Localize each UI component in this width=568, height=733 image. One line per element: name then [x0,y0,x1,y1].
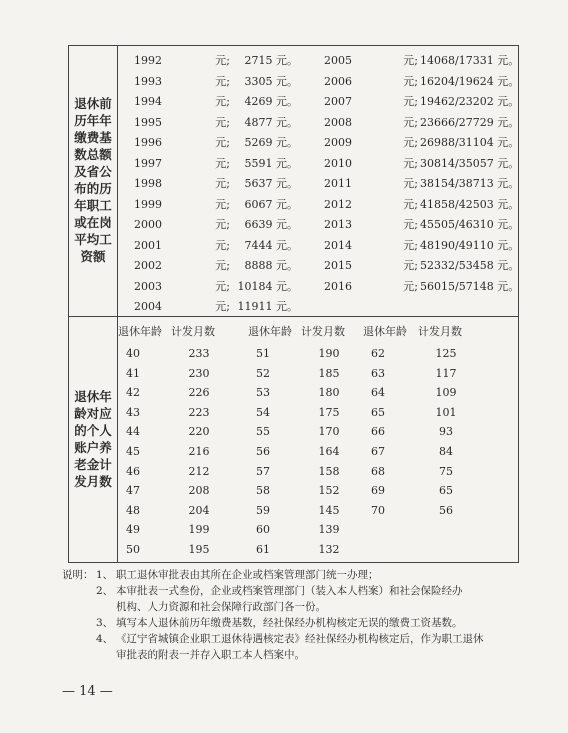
age-cell: 53 [256,386,270,400]
unit-cell: 元; [403,95,418,108]
months-cell: 185 [318,366,340,380]
unit-cell: 元; [403,218,418,231]
year-cell: 1998 [134,177,162,190]
months-cell: 93 [439,425,453,439]
months-cell: 152 [318,484,340,498]
year-cell: 2013 [324,218,352,231]
unit-cell: 元; [215,259,230,272]
amount-cell: 5591 元。 [244,156,298,170]
amount-cell: 38154/38713 元。 [420,177,520,190]
label-line: 或在岗 [74,215,112,230]
age-cell: 51 [256,347,270,360]
age-cell: 67 [371,445,385,458]
note-text: 审批表的附表一并存入职工本人档案中。 [116,649,305,661]
months-cell: 195 [188,543,210,556]
unit-cell: 元; [403,259,418,272]
age-cell: 46 [126,464,140,478]
age-cell: 47 [126,484,140,498]
months-cell: 208 [188,484,210,498]
amount-cell: 56015/57148 元。 [420,279,520,293]
amount-cell: 5269 元。 [244,136,298,149]
amount-cell: 8888 元。 [244,259,298,272]
header-retirement-age: 退休年龄 [248,325,292,338]
unit-cell: 元; [215,177,230,190]
note-index: 1、 [96,569,114,581]
note-line [62,567,532,583]
age-cell: 40 [126,347,140,360]
year-cell: 2012 [324,197,352,211]
year-cell: 2010 [324,156,352,170]
note-line [62,647,532,663]
unit-cell: 元; [215,54,230,67]
amount-cell: 30814/35057 元。 [420,156,520,170]
unit-cell: 元; [403,136,418,149]
unit-cell: 元; [403,177,418,190]
months-cell: 212 [188,464,210,478]
months-cell: 109 [435,386,457,400]
note-text: 机构、人力资源和社会保障行政部门各一份。 [116,601,326,613]
unit-cell: 元; [215,197,230,211]
label-line: 退休前 [74,96,112,111]
amount-cell: 4269 元。 [244,95,298,108]
note-index: 4、 [96,633,114,645]
unit-cell: 元; [403,238,418,252]
label-line: 布的历 [74,181,112,196]
year-cell: 2001 [134,238,162,252]
unit-cell: 元; [403,197,418,211]
amount-cell: 23666/27729 元。 [420,115,520,129]
age-cell: 60 [256,523,270,537]
months-cell: 65 [439,484,453,498]
year-cell: 2009 [324,136,352,149]
unit-cell: 元; [215,136,230,149]
year-cell: 1999 [134,197,162,211]
section2-label [70,388,116,490]
months-cell: 84 [439,445,453,458]
year-cell: 2016 [324,279,352,293]
months-cell: 132 [318,543,340,556]
age-cell: 55 [256,425,270,439]
label-line: 数总额 [74,147,112,162]
unit-cell: 元; [215,238,230,252]
months-cell: 175 [318,405,340,419]
label-line: 历年年 [74,113,112,128]
age-cell: 63 [371,366,385,380]
age-cell: 62 [371,347,385,360]
months-cell: 56 [439,503,453,517]
amount-cell: 45505/46310 元。 [420,218,520,231]
age-cell: 59 [256,503,270,517]
age-cell: 41 [126,366,140,380]
note-text: 填写本人退休前历年缴费基数，经社保经办机构核定无误的缴费工资基数。 [116,617,463,629]
label-line: 资额 [80,249,106,264]
year-cell: 2006 [324,74,352,88]
year-cell: 1992 [134,54,162,67]
months-cell: 139 [318,523,340,537]
months-cell: 230 [188,366,210,380]
amount-cell: 14068/17331 元。 [420,54,520,67]
label-line: 及省公 [74,164,112,179]
label-line: 老金计 [74,457,112,472]
year-cell: 1996 [134,136,162,149]
months-cell: 75 [439,464,453,478]
year-cell: 2005 [324,54,352,67]
unit-cell: 元; [215,300,230,313]
header-retirement-age: 退休年龄 [118,325,162,338]
amount-cell: 52332/53458 元。 [420,259,520,272]
unit-cell: 元; [215,156,230,170]
months-cell: 226 [188,386,210,400]
months-cell: 145 [318,503,340,517]
year-cell: 1995 [134,115,162,129]
amount-cell: 10184 元。 [237,279,298,293]
year-cell: 2014 [324,238,352,252]
year-cell: 2007 [324,95,352,108]
table-divider [68,316,519,317]
age-cell: 65 [371,405,385,419]
amount-cell: 4877 元。 [244,115,298,129]
header-payout-months: 计发月数 [418,325,462,338]
months-cell: 223 [188,405,210,419]
note-line [62,631,532,647]
months-cell: 220 [188,425,210,439]
year-cell: 2015 [324,259,352,272]
note-text: 《辽宁省城镇企业职工退休待遇核定表》经社保经办机构核定后，作为职工退休 [116,633,484,645]
year-cell: 1994 [134,95,162,108]
months-cell: 204 [188,503,210,517]
amount-cell: 19462/23202 元。 [420,95,520,108]
year-cell: 2000 [134,218,162,231]
amount-cell: 48190/49110 元。 [420,238,520,252]
note-line [62,615,532,631]
age-cell: 45 [126,445,140,458]
label-line: 缴费基 [74,130,112,145]
note-line [62,583,532,599]
months-cell: 190 [318,347,340,360]
header-payout-months: 计发月数 [301,325,345,338]
months-cell: 170 [318,425,340,439]
label-line: 账户养 [74,440,112,455]
age-cell: 42 [126,386,140,400]
note-text: 职工退休审批表由其所在企业或档案管理部门统一办理； [116,569,379,581]
notes-prefix: 说明： [62,569,94,581]
age-cell: 70 [371,503,385,517]
amount-cell: 5637 元。 [244,177,298,190]
amount-cell: 3305 元。 [244,74,298,88]
months-cell: 216 [188,445,210,458]
unit-cell: 元; [403,115,418,129]
unit-cell: 元; [403,156,418,170]
label-line: 退休年 [74,389,112,404]
age-cell: 48 [126,503,140,517]
age-cell: 52 [256,366,270,380]
months-cell: 125 [435,347,457,360]
months-cell: 164 [318,445,340,458]
unit-cell: 元; [403,74,418,88]
amount-cell: 16204/19624 元。 [420,74,520,88]
amount-cell: 6639 元。 [244,218,298,231]
label-line: 龄对应 [74,406,112,421]
amount-cell: 2715 元。 [244,54,298,67]
age-cell: 56 [256,445,270,458]
amount-cell: 11911 元。 [237,300,298,313]
section1-label [70,95,116,265]
year-cell: 2004 [134,300,162,313]
year-cell: 2003 [134,279,162,293]
page-number: — 14 — [62,684,113,699]
note-index: 2、 [96,585,114,597]
unit-cell: 元; [215,74,230,88]
age-cell: 50 [126,543,140,556]
age-cell: 54 [256,405,270,419]
months-cell: 158 [318,464,340,478]
notes-block [62,567,532,663]
note-index: 3、 [96,617,114,629]
unit-cell: 元; [215,218,230,231]
months-cell: 101 [435,405,457,419]
unit-cell: 元; [215,279,230,293]
amount-cell: 6067 元。 [244,197,298,211]
amount-cell: 41858/42503 元。 [420,197,520,211]
months-cell: 180 [318,386,340,400]
age-cell: 66 [371,425,385,439]
header-retirement-age: 退休年龄 [363,325,407,338]
age-cell: 58 [256,484,270,498]
note-line [62,599,532,615]
months-cell: 233 [188,347,210,360]
year-cell: 2011 [324,177,352,190]
age-cell: 69 [371,484,385,498]
age-cell: 49 [126,523,140,537]
unit-cell: 元; [215,115,230,129]
year-cell: 2002 [134,259,162,272]
header-payout-months: 计发月数 [171,325,215,338]
amount-cell: 7444 元。 [244,238,298,252]
age-cell: 61 [256,543,270,556]
label-line: 年职工 [74,198,112,213]
age-cell: 57 [256,464,270,478]
label-line: 平均工 [74,232,112,247]
year-cell: 1997 [134,156,162,170]
age-cell: 43 [126,405,140,419]
age-cell: 64 [371,386,385,400]
months-cell: 199 [188,523,210,537]
unit-cell: 元; [215,95,230,108]
year-cell: 1993 [134,74,162,88]
label-line: 发月数 [74,474,112,489]
months-cell: 117 [435,366,457,380]
age-cell: 68 [371,464,385,478]
amount-cell: 26988/31104 元。 [420,136,520,149]
note-text: 本审批表一式叁份，企业或档案管理部门（装入本人档案）和社会保险经办 [116,585,463,597]
unit-cell: 元; [403,54,418,67]
unit-cell: 元; [403,279,418,293]
year-cell: 2008 [324,115,352,129]
label-line: 的个人 [74,423,112,438]
age-cell: 44 [126,425,140,439]
